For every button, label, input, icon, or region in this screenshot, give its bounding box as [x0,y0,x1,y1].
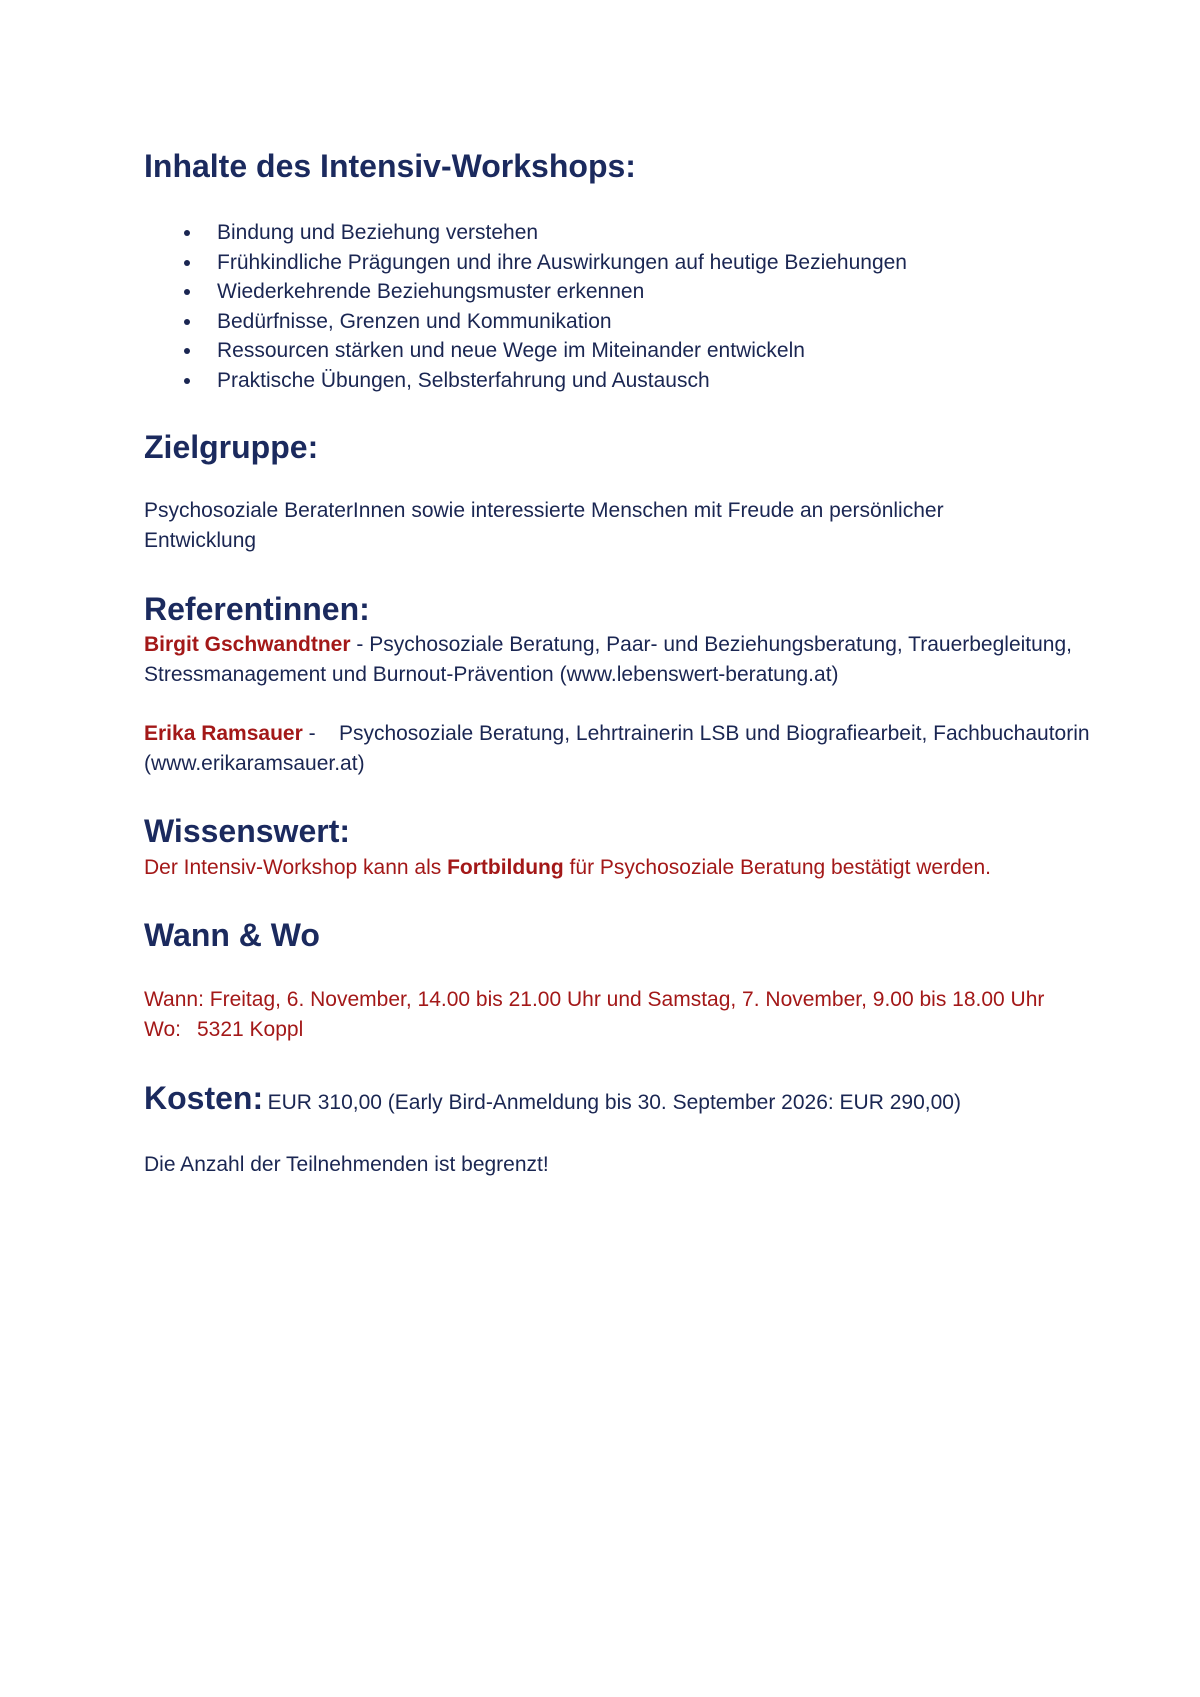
costs-value: EUR 310,00 (Early Bird-Anmeldung bis 30. September 2026: EUR 290,00) [267,1091,961,1114]
audience-section [144,428,1090,466]
bullet-icon [184,319,190,325]
speakers-heading: Referentinnen: [144,591,370,627]
bullet-icon [184,289,190,295]
bullet-icon [184,230,190,236]
contents-list [144,218,1090,396]
speaker-description: Psychosoziale Beratung, Paar- und Beziehungsberatung, Trauerbegleitung, Stressmanagement und Burnout-Prävention (www.lebenswert-beratung.at) [144,633,1072,686]
list-item: Praktische Übungen, Selbsterfahrung und Austausch [144,366,1090,396]
speaker-separator: - [350,633,370,656]
worth-knowing-section [144,812,1090,850]
list-item: Frühkindliche Prägungen und ihre Auswirkungen auf heutige Beziehungen [144,248,1090,278]
worth-knowing-heading: Wissenswert: [144,813,350,849]
bullet-icon [184,348,190,354]
contents-heading: Inhalte des Intensiv-Workshops: [144,148,636,184]
when-value: Freitag, 6. November, 14.00 bis 21.00 Uhr und Samstag, 7. November, 9.00 bis 18.00 Uhr [209,988,1045,1011]
list-item: Bindung und Beziehung verstehen [144,218,1090,248]
when-where-section [144,916,1090,954]
participants-note: Die Anzahl der Teilnehmenden ist begrenzt! [144,1153,549,1176]
when-line [144,985,1090,1015]
contents-list-wrap [144,218,1090,396]
audience-heading: Zielgruppe: [144,429,319,465]
worth-knowing-text: Der Intensiv-Workshop kann als Fortbildung für Psychosoziale Beratung bestätigt werden. [144,856,991,879]
bullet-icon [184,260,190,266]
list-item: Wiederkehrende Beziehungsmuster erkennen [144,277,1090,307]
costs-section [144,1080,1090,1117]
speakers-section [144,590,1090,628]
speaker-name: Erika Ramsauer [144,722,303,745]
speaker-separator: - [302,722,339,745]
speaker-entry-1 [144,630,1090,690]
where-line [144,1015,1090,1045]
speaker-entry-2 [144,719,1090,779]
speaker-description: Psychosoziale Beratung, Lehrtrainerin LSB und Biografiearbeit, Fachbuchautorin (www.erikaramsauer.at) [144,722,1090,775]
where-value: 5321 Koppl [196,1018,304,1041]
highlight-fortbildung: Fortbildung [447,856,564,879]
bullet-icon [184,378,190,384]
contents-section [144,147,1090,185]
where-label: Wo: [144,1018,181,1041]
when-where-heading: Wann & Wo [144,917,320,953]
costs-heading: Kosten: [144,1080,264,1116]
audience-text: Psychosoziale BeraterInnen sowie interessierte Menschen mit Freude an persönlicher Entwicklung [144,499,944,552]
when-label: Wann: [144,988,204,1011]
list-item: Bedürfnisse, Grenzen und Kommunikation [144,307,1090,337]
list-item: Ressourcen stärken und neue Wege im Miteinander entwickeln [144,336,1090,366]
speaker-name: Birgit Gschwandtner [144,633,351,656]
